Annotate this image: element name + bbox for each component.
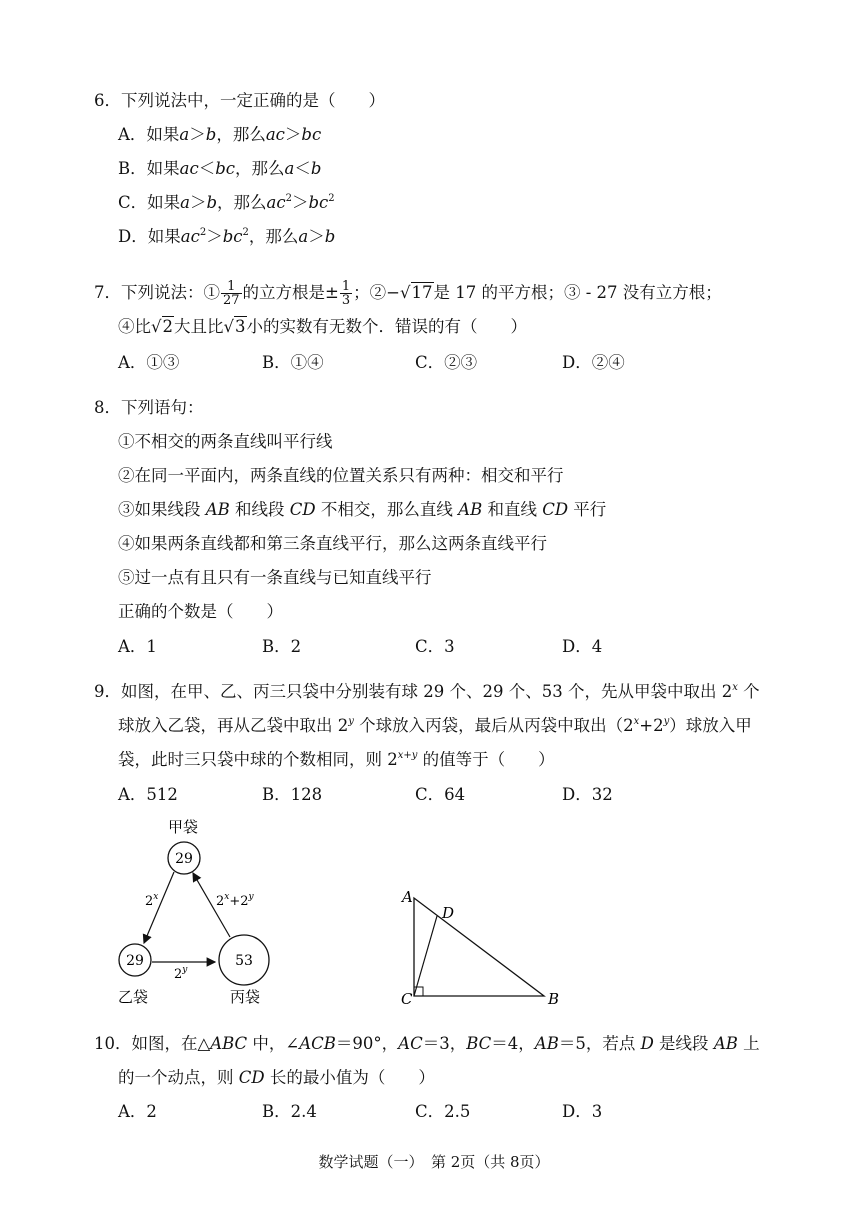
q8-statement-2: ②在同一平面内，两条直线的位置关系只有两种：相交和平行 bbox=[118, 466, 564, 485]
arrow-bing-to-jia bbox=[193, 873, 230, 937]
q7-option-a: A．①③ bbox=[118, 353, 180, 372]
q10-option-a: A．2 bbox=[118, 1102, 157, 1121]
q8-statement-4: ④如果两条直线都和第三条直线平行，那么这两条直线平行 bbox=[118, 534, 547, 553]
q7-fraction-1-3: $\frac{1}{3}$ bbox=[341, 279, 351, 308]
q8-option-a: A．1 bbox=[118, 637, 157, 656]
triangle-abc bbox=[414, 898, 544, 996]
q8-option-c: C．3 bbox=[415, 637, 455, 656]
q6-option-c: C．如果a＞b，那么$ac^2>bc^2$ bbox=[118, 193, 335, 212]
jia-bag-count: 29 bbox=[175, 851, 193, 867]
q10-option-b: B．2.4 bbox=[262, 1102, 317, 1121]
q9-line1: 9．如图，在甲、乙、丙三只袋中分别装有球 29 个、29 个、53 个，先从甲袋中取出 2$^x$ 个 bbox=[94, 682, 760, 701]
figure-right-triangle bbox=[392, 880, 582, 1010]
vertex-label-c: C bbox=[401, 990, 413, 1008]
q7-option-c: C．②③ bbox=[415, 353, 478, 372]
q10-line1: 10．如图，在△ABC 中，∠ACB＝90°，AC＝3，BC＝4，AB＝5，若点 D 是线段 AB 上 bbox=[94, 1034, 760, 1053]
q10-option-c: C．2.5 bbox=[415, 1102, 471, 1121]
label-jia-bag: 甲袋 bbox=[168, 818, 199, 836]
edge-label-2x: 2$^x$ bbox=[145, 892, 159, 909]
q9-line3: 袋，此时三只袋中球的个数相同，则 $2^{x+y}$ 的值等于（ ） bbox=[118, 750, 555, 769]
q7-line1: 7．下列说法：① $\frac{1}{27}$ 的立方根是± $\frac{1}{3}$ ；②−√17是 17 的平方根；③ - 27 没有立方根； bbox=[94, 279, 722, 308]
q9-option-d: D．32 bbox=[562, 785, 613, 804]
vertex-label-b: B bbox=[548, 990, 560, 1008]
q9-option-b: B．128 bbox=[262, 785, 323, 804]
q6-option-a: A．如果a＞b，那么ac＞bc bbox=[118, 125, 322, 144]
sqrt-icon: √ bbox=[399, 283, 411, 302]
segment-cd bbox=[414, 916, 437, 996]
q9-line2: 球放入乙袋，再从乙袋中取出 2$^y$ 个球放入丙袋，最后从丙袋中取出$(2^x+2^y)$球放入甲 bbox=[118, 716, 752, 735]
q8-option-b: B．2 bbox=[262, 637, 302, 656]
q6-stem: 6．下列说法中，一定正确的是（ ） bbox=[94, 91, 385, 110]
bing-bag-count: 53 bbox=[235, 953, 253, 969]
q6-option-d: D．如果$ac^2>bc^2$，那么a＞b bbox=[118, 227, 336, 246]
q7-option-d: D．②④ bbox=[562, 353, 625, 372]
q8-statement-3: ③如果线段 AB 和线段 CD 不相交，那么直线 AB 和直线 CD 平行 bbox=[118, 500, 607, 519]
q8-question: 正确的个数是（ ） bbox=[118, 602, 283, 621]
sqrt-icon: √ bbox=[223, 317, 235, 336]
yi-bag-count: 29 bbox=[126, 953, 144, 969]
q8-option-d: D．4 bbox=[562, 637, 603, 656]
q7-line2: ④比√2大且比√3小的实数有无数个．错误的有（ ） bbox=[118, 317, 528, 336]
q6-option-b: B．如果ac＜bc，那么a＜b bbox=[118, 159, 322, 178]
q9-option-c: C．64 bbox=[415, 785, 466, 804]
vertex-label-d: D bbox=[442, 904, 455, 922]
sqrt-icon: √ bbox=[151, 317, 162, 336]
label-yi-bag: 乙袋 bbox=[118, 988, 149, 1006]
q8-stem: 8．下列语句： bbox=[94, 398, 204, 417]
q8-statement-1: ①不相交的两条直线叫平行线 bbox=[118, 432, 333, 451]
q10-line2: 的一个动点，则 CD 长的最小值为（ ） bbox=[118, 1068, 435, 1087]
q7-option-b: B．①④ bbox=[262, 353, 324, 372]
vertex-label-a: A bbox=[402, 888, 413, 906]
figure-bags-diagram bbox=[100, 812, 300, 1012]
edge-label-2x-plus-2y: $2^x+2^y$ bbox=[216, 892, 254, 909]
edge-label-2y: 2$^y$ bbox=[174, 965, 188, 982]
q8-statement-5: ⑤过一点有且只有一条直线与已知直线平行 bbox=[118, 568, 432, 587]
q7-fraction-1-27: $\frac{1}{27}$ bbox=[223, 279, 240, 308]
page-footer: 数学试题（一） 第 2页（共 8页） bbox=[318, 1153, 550, 1171]
q9-option-a: A．512 bbox=[118, 785, 178, 804]
q10-option-d: D．3 bbox=[562, 1102, 603, 1121]
label-bing-bag: 丙袋 bbox=[230, 988, 261, 1006]
